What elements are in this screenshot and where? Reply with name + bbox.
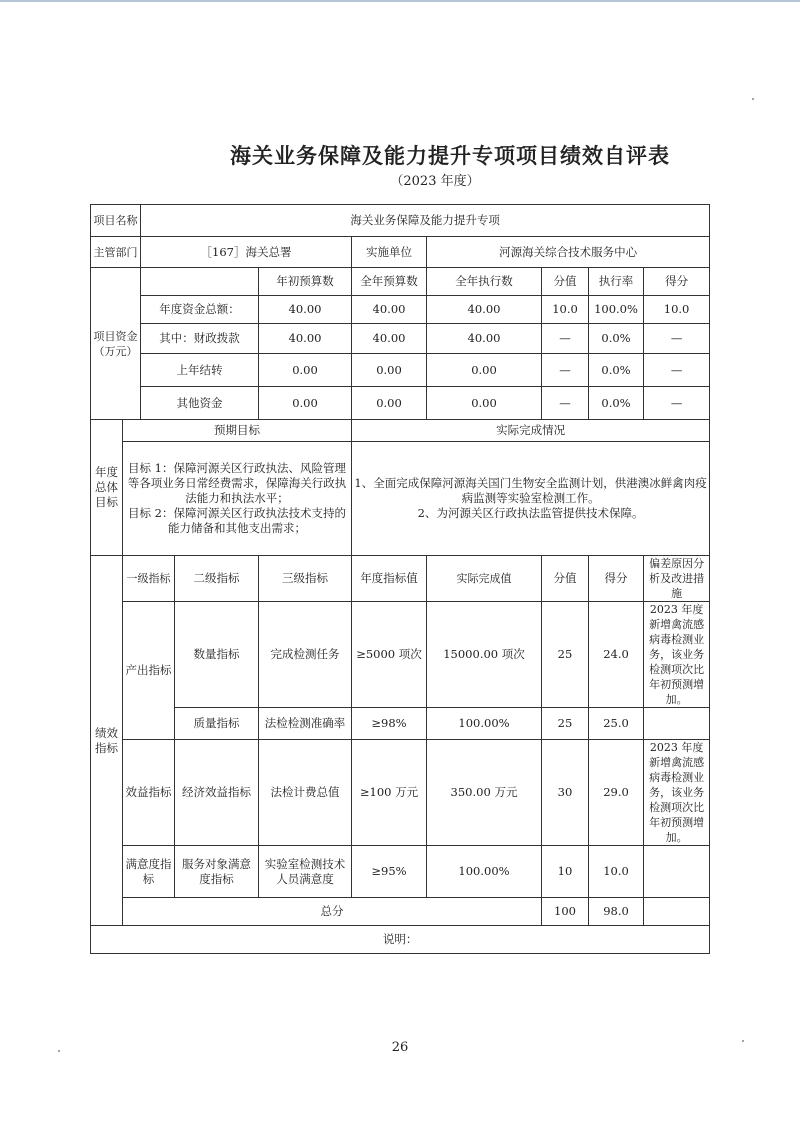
funds-cell: — bbox=[542, 354, 589, 387]
row-project-name bbox=[91, 205, 710, 237]
total-label: 总分 bbox=[123, 898, 542, 926]
funds-col-2: 全年执行数 bbox=[427, 268, 542, 296]
ind-l2: 质量指标 bbox=[175, 708, 259, 740]
funds-col-0: 年初预算数 bbox=[259, 268, 352, 296]
indicators-label: 绩效指标 bbox=[91, 556, 123, 926]
ind-l2: 服务对象满意度指标 bbox=[175, 846, 259, 898]
ind-note: 2023 年度新增禽流感病毒检测业务，该业务检测项次比年初预测增加。 bbox=[644, 602, 710, 708]
ind-actual: 100.00% bbox=[427, 708, 542, 740]
funds-col-1: 全年预算数 bbox=[352, 268, 427, 296]
row-dept bbox=[91, 237, 710, 268]
ind-target: ≥5000 项次 bbox=[352, 602, 427, 708]
funds-cell: — bbox=[644, 324, 710, 354]
funds-cell: 40.00 bbox=[427, 296, 542, 324]
total-score: 100 bbox=[542, 898, 589, 926]
ind-actual: 100.00% bbox=[427, 846, 542, 898]
ind-score: 30 bbox=[542, 740, 589, 846]
goals-expected-text: 目标 1：保障河源关区行政执法、风险管理等各项业务日常经费需求，保障海关行政执法能力和执法水平； 目标 2：保障河源关区行政执法技术支持的能力储备和其他支出需求； bbox=[123, 442, 352, 556]
funds-corner bbox=[141, 268, 259, 296]
ind-col-4: 实际完成值 bbox=[427, 556, 542, 602]
ind-row-3 bbox=[91, 846, 710, 898]
ind-row-1 bbox=[91, 708, 710, 740]
funds-cell: — bbox=[542, 387, 589, 420]
funds-row-1 bbox=[91, 324, 710, 354]
total-note bbox=[644, 898, 710, 926]
funds-col-4: 执行率 bbox=[589, 268, 644, 296]
ind-row-0 bbox=[91, 602, 710, 708]
funds-cell: 100.0% bbox=[589, 296, 644, 324]
ind-l2: 经济效益指标 bbox=[175, 740, 259, 846]
project-name-value: 海关业务保障及能力提升专项 bbox=[141, 205, 710, 237]
funds-cell: 0.0% bbox=[589, 324, 644, 354]
funds-cell: 0.00 bbox=[352, 387, 427, 420]
funds-cell: 40.00 bbox=[352, 296, 427, 324]
ind-got: 24.0 bbox=[589, 602, 644, 708]
funds-row-label: 上年结转 bbox=[141, 354, 259, 387]
page-subtitle bbox=[0, 170, 800, 189]
total-got: 98.0 bbox=[589, 898, 644, 926]
funds-row-3 bbox=[91, 387, 710, 420]
top-edge bbox=[0, 0, 800, 2]
impl-label: 实施单位 bbox=[352, 237, 427, 268]
ind-group-output: 产出指标 bbox=[123, 602, 175, 740]
ind-group-satisfaction: 满意度指标 bbox=[123, 846, 175, 898]
ind-note bbox=[644, 846, 710, 898]
ind-actual: 15000.00 项次 bbox=[427, 602, 542, 708]
ind-l3: 完成检测任务 bbox=[259, 602, 352, 708]
ind-col-2: 三级指标 bbox=[259, 556, 352, 602]
goals-label: 年度总体目标 bbox=[91, 420, 123, 556]
ind-got: 25.0 bbox=[589, 708, 644, 740]
goals-actual-label: 实际完成情况 bbox=[352, 420, 710, 442]
goals-actual-text: 1、全面完成保障河源海关国门生物安全监测计划，供港澳冰鲜禽肉疫病监测等实验室检测工作。 2、为河源关区行政执法监管提供技术保障。 bbox=[352, 442, 710, 556]
ind-col-5: 分值 bbox=[542, 556, 589, 602]
funds-row-label: 年度资金总额： bbox=[141, 296, 259, 324]
funds-cell: — bbox=[542, 324, 589, 354]
impl-value: 河源海关综合技术服务中心 bbox=[427, 237, 710, 268]
ind-target: ≥98% bbox=[352, 708, 427, 740]
ind-l3: 法检检测准确率 bbox=[259, 708, 352, 740]
funds-cell: 0.00 bbox=[259, 387, 352, 420]
funds-header-row bbox=[91, 268, 710, 296]
goals-expected-label: 预期目标 bbox=[123, 420, 352, 442]
ind-l3: 法检计费总值 bbox=[259, 740, 352, 846]
total-row bbox=[91, 898, 710, 926]
funds-cell: 10.0 bbox=[644, 296, 710, 324]
dept-label: 主管部门 bbox=[91, 237, 141, 268]
ind-actual: 350.00 万元 bbox=[427, 740, 542, 846]
funds-col-5: 得分 bbox=[644, 268, 710, 296]
ind-l2: 数量指标 bbox=[175, 602, 259, 708]
ind-note bbox=[644, 708, 710, 740]
ind-col-7: 偏差原因分析及改进措施 bbox=[644, 556, 710, 602]
ind-got: 10.0 bbox=[589, 846, 644, 898]
remark-label: 说明： bbox=[91, 926, 710, 954]
ind-col-0: 一级指标 bbox=[123, 556, 175, 602]
subtitle-text: （2023 年度） bbox=[390, 174, 480, 189]
funds-cell: 0.00 bbox=[259, 354, 352, 387]
page-title: 海关业务保障及能力提升专项项目绩效自评表 bbox=[230, 144, 670, 168]
ind-score: 25 bbox=[542, 602, 589, 708]
funds-cell: 0.0% bbox=[589, 387, 644, 420]
scan-speck bbox=[742, 1040, 744, 1042]
funds-cell: — bbox=[644, 354, 710, 387]
project-name-label: 项目名称 bbox=[91, 205, 141, 237]
funds-cell: 40.00 bbox=[352, 324, 427, 354]
ind-note: 2023 年度新增禽流感病毒检测业务，该业务检测项次比年初预测增加。 bbox=[644, 740, 710, 846]
ind-target: ≥95% bbox=[352, 846, 427, 898]
ind-score: 25 bbox=[542, 708, 589, 740]
scan-speck bbox=[58, 1050, 60, 1052]
funds-row-label: 其中：财政拨款 bbox=[141, 324, 259, 354]
goals-body-row bbox=[91, 442, 710, 556]
funds-cell: 0.00 bbox=[352, 354, 427, 387]
funds-label: 项目资金（万元） bbox=[91, 268, 141, 420]
ind-score: 10 bbox=[542, 846, 589, 898]
evaluation-table bbox=[90, 204, 710, 954]
scan-speck bbox=[752, 98, 754, 100]
ind-group-benefit: 效益指标 bbox=[123, 740, 175, 846]
dept-value: ［167］海关总署 bbox=[141, 237, 352, 268]
funds-cell: 0.00 bbox=[427, 387, 542, 420]
page-number: 26 bbox=[391, 1040, 409, 1055]
ind-row-2 bbox=[91, 740, 710, 846]
goals-header-row bbox=[91, 420, 710, 442]
ind-l3: 实验室检测技术人员满意度 bbox=[259, 846, 352, 898]
ind-col-6: 得分 bbox=[589, 556, 644, 602]
funds-row-2 bbox=[91, 354, 710, 387]
funds-row-label: 其他资金 bbox=[141, 387, 259, 420]
ind-col-3: 年度指标值 bbox=[352, 556, 427, 602]
ind-target: ≥100 万元 bbox=[352, 740, 427, 846]
ind-got: 29.0 bbox=[589, 740, 644, 846]
funds-cell: 40.00 bbox=[259, 296, 352, 324]
funds-cell: — bbox=[644, 387, 710, 420]
ind-col-1: 二级指标 bbox=[175, 556, 259, 602]
funds-cell: 40.00 bbox=[259, 324, 352, 354]
indicators-header-row bbox=[91, 556, 710, 602]
funds-col-3: 分值 bbox=[542, 268, 589, 296]
funds-cell: 0.00 bbox=[427, 354, 542, 387]
funds-cell: 40.00 bbox=[427, 324, 542, 354]
remark-row bbox=[91, 926, 710, 954]
funds-row-0 bbox=[91, 296, 710, 324]
funds-cell: 0.0% bbox=[589, 354, 644, 387]
funds-cell: 10.0 bbox=[542, 296, 589, 324]
